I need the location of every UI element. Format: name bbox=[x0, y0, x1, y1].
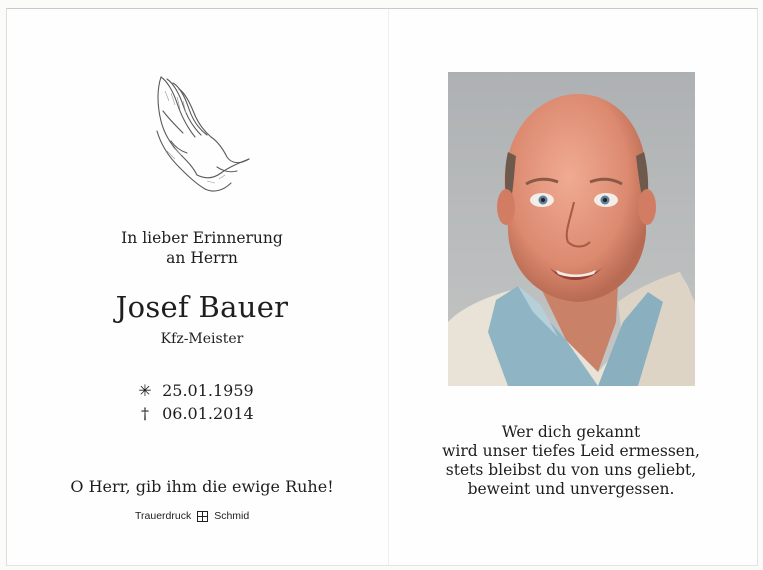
printer-cross-logo-icon bbox=[197, 511, 208, 522]
life-dates bbox=[133, 379, 254, 425]
death-row bbox=[133, 402, 254, 425]
portrait-photo bbox=[448, 72, 695, 386]
verse-text bbox=[427, 423, 715, 499]
printer-imprint bbox=[135, 510, 249, 522]
printer-label: Trauerdruck bbox=[135, 510, 192, 522]
memory-line: an Herrn bbox=[166, 249, 238, 267]
verse-line: wird unser tiefes Leid ermessen, bbox=[442, 442, 700, 460]
verse-line: beweint und unvergessen. bbox=[467, 480, 675, 498]
memory-line: In lieber Erinnerung bbox=[121, 229, 283, 247]
verse-line: stets bleibst du von uns geliebt, bbox=[445, 461, 697, 479]
birth-star-icon: ✳ bbox=[138, 381, 152, 400]
death-date: 06.01.2014 bbox=[162, 404, 254, 423]
card-fold bbox=[388, 9, 389, 565]
death-cross-icon: † bbox=[141, 404, 149, 423]
prayer-text: O Herr, gib ihm die ewige Ruhe! bbox=[70, 477, 334, 496]
praying-hands-icon bbox=[147, 71, 252, 199]
verse-line: Wer dich gekannt bbox=[501, 423, 641, 441]
occupation: Kfz-Meister bbox=[160, 331, 244, 347]
memory-text bbox=[102, 228, 302, 268]
deceased-name: Josef Bauer bbox=[115, 290, 289, 324]
memorial-card bbox=[6, 8, 758, 566]
birth-row bbox=[133, 379, 254, 402]
printer-name: Schmid bbox=[214, 510, 250, 522]
birth-date: 25.01.1959 bbox=[162, 381, 254, 400]
